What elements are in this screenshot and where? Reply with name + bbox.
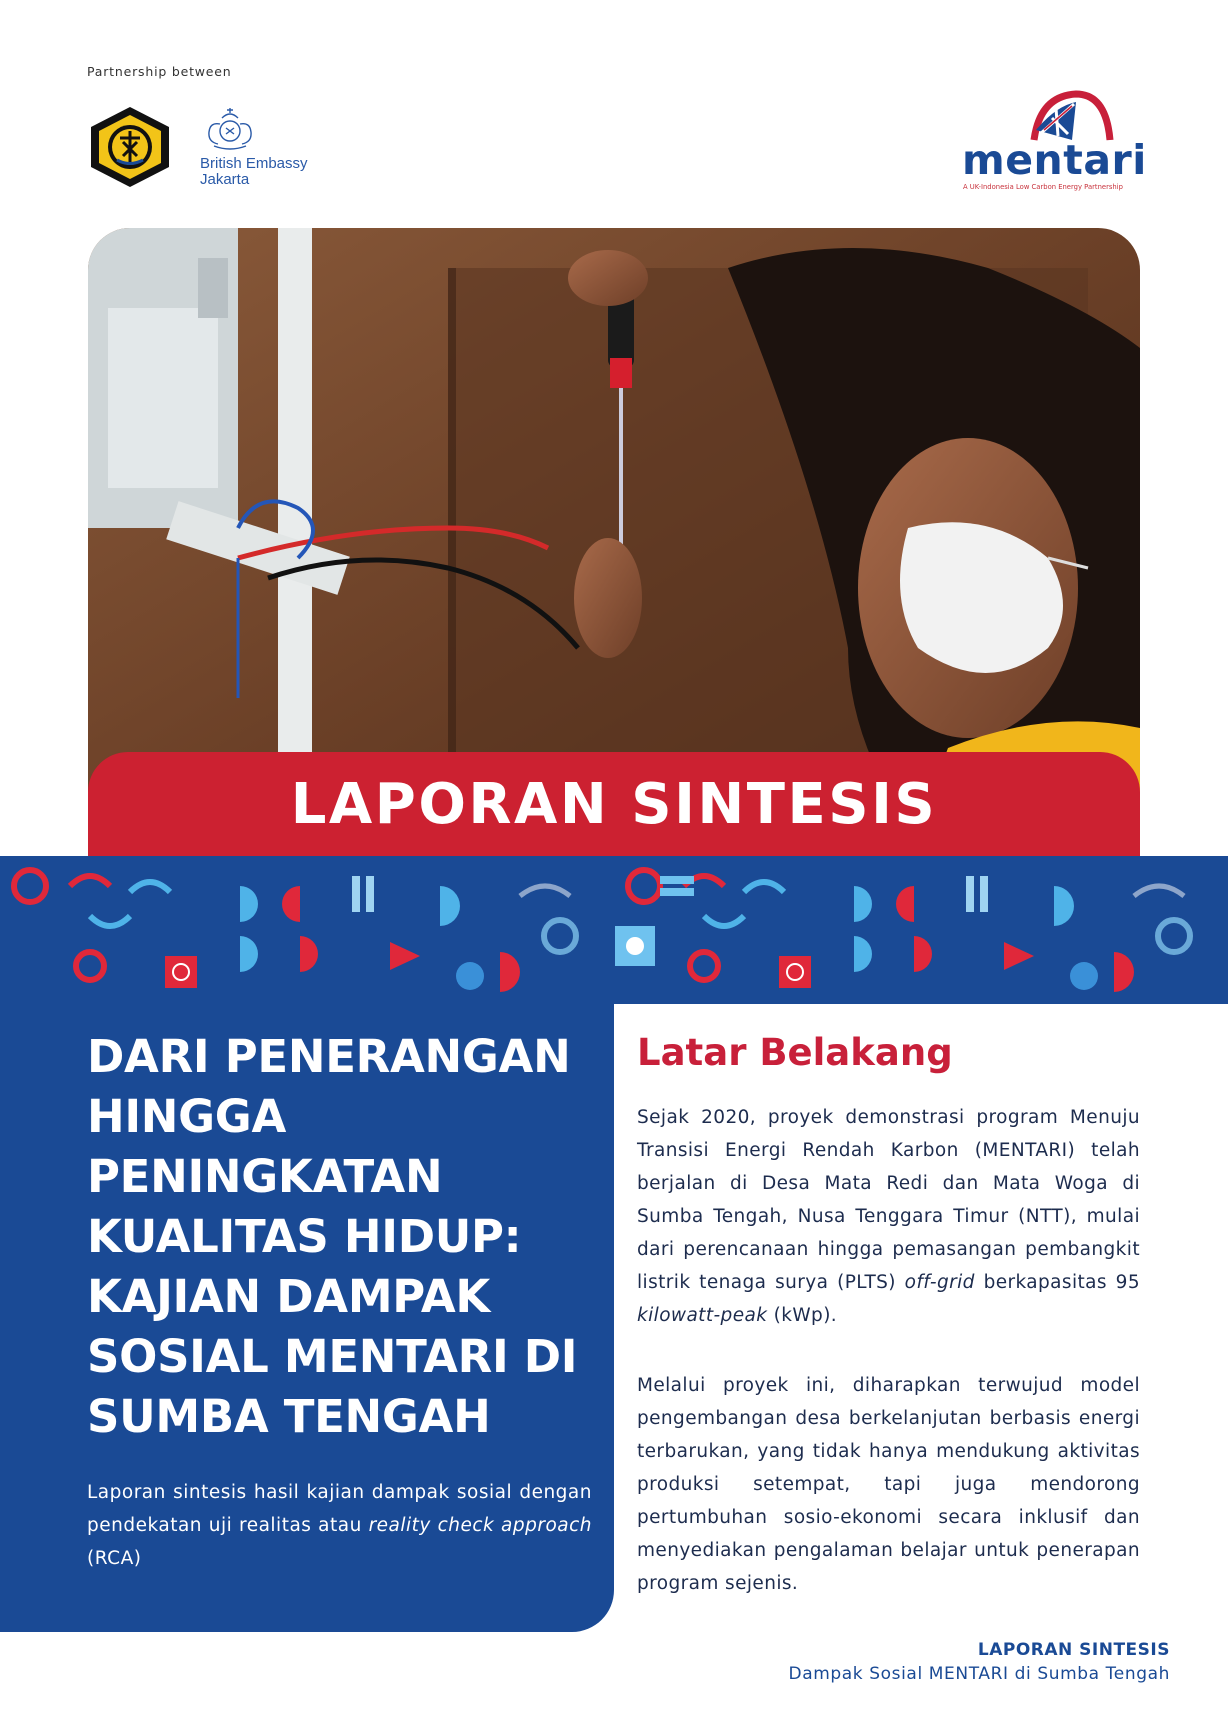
para1-italic-kwp: kilowatt-peak <box>637 1305 768 1326</box>
para1-italic-offgrid: off-grid <box>904 1272 975 1293</box>
para1-part-a: Sejak 2020, proyek demonstrasi program Menuju Transisi Energi Rendah Karbon (MENTARI) telah berjalan di Desa Mata Redi dan Mata Woga di Sumba Tengah, Nusa Tenggara Timur (NTT), mulai dari perencanaan hingga pemasangan pembangkit listrik tenaga surya (PLTS) <box>637 1107 1140 1293</box>
report-main-title: DARI PENERANGAN HINGGA PENINGKATAN KUALITAS HIDUP: KAJIAN DAMPAK SOSIAL MENTARI DI SUMBA TENGAH <box>87 1030 578 1443</box>
subtitle-text: Laporan sintesis hasil kajian dampak sosial dengan pendekatan uji realitas atau <box>87 1482 592 1536</box>
report-type-title: LAPORAN SINTESIS <box>290 771 938 837</box>
background-paragraph-2: Melalui proyek ini, diharapkan terwujud model pengembangan desa berkelanjutan berbasis energi terbarukan, yang tidak hanya mendukung aktivitas produksi setempat, tapi juga mendorong pertumbuhan sosio-ekonomi secara inklusif dan menyediakan pengalaman belajar untuk penerapan program sejenis. <box>637 1375 1140 1594</box>
embassy-line2: Jakarta <box>200 171 250 188</box>
mentari-wordmark: mentari <box>962 136 1147 184</box>
mentari-tagline: A UK-Indonesia Low Carbon Energy Partnership <box>963 183 1123 191</box>
section-title: Latar Belakang <box>637 1031 953 1074</box>
decorative-pattern <box>0 856 1228 1004</box>
footer-title: LAPORAN SINTESIS <box>977 1640 1170 1660</box>
para1-part-c: (kWp). <box>767 1305 838 1326</box>
partnership-label: Partnership between <box>87 64 232 79</box>
subtitle-suffix: (RCA) <box>87 1548 142 1569</box>
report-type-banner <box>88 752 1140 856</box>
footer-subtitle: Dampak Sosial MENTARI di Sumba Tengah <box>788 1664 1170 1684</box>
para1-part-b: berkapasitas 95 <box>974 1272 1140 1293</box>
subtitle-italic: reality check approach <box>368 1515 592 1536</box>
report-subtitle <box>87 1476 592 1575</box>
embassy-line1: British Embassy <box>200 155 308 172</box>
background-section <box>637 1025 1140 1600</box>
embassy-name <box>200 156 308 188</box>
background-paragraph-1 <box>637 1101 1140 1332</box>
esdm-logo <box>87 104 173 190</box>
